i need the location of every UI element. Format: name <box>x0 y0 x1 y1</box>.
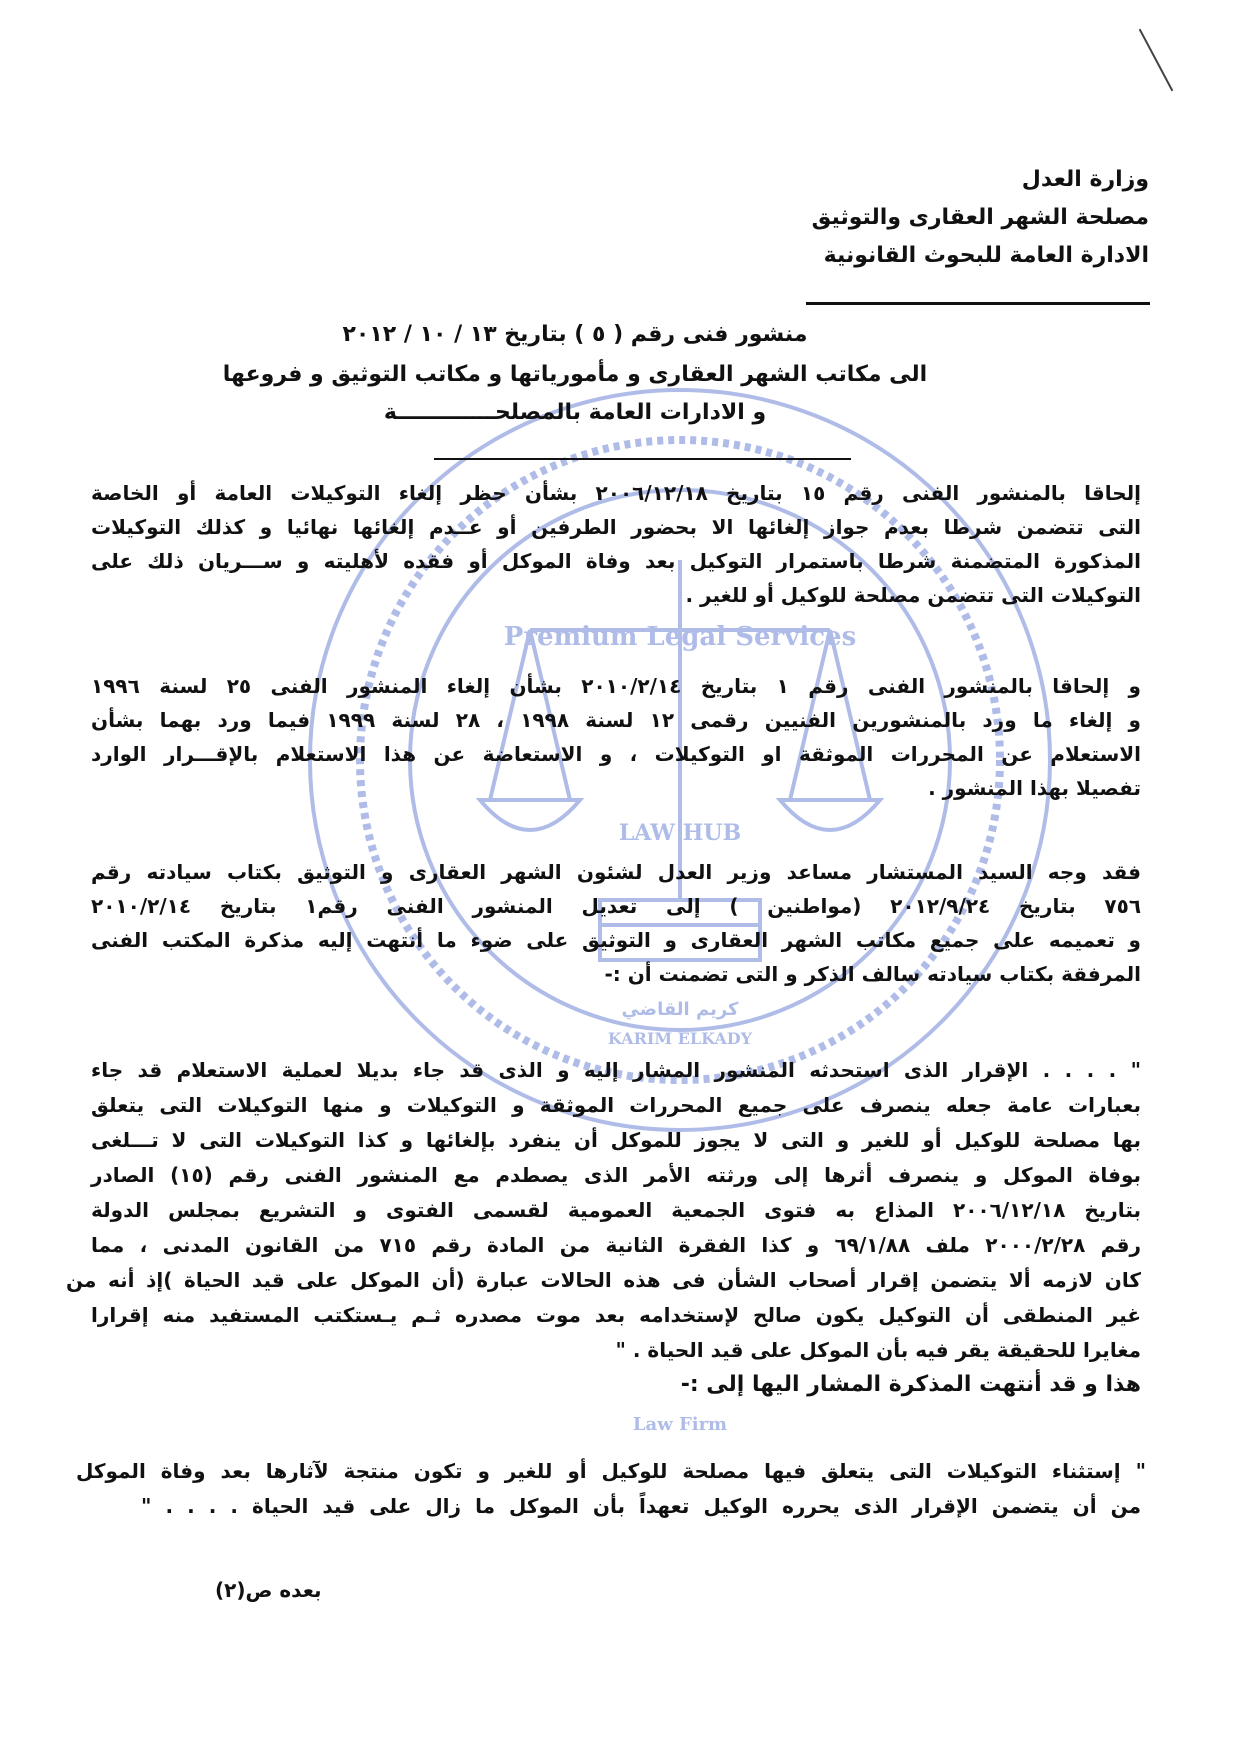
circular-recipients-cont: و الادارات العامة بالمصلحـــــــــــــة <box>383 400 767 425</box>
paragraph-line: الاستعلام عن المحررات الموثقة او التوكيلات ، و الاستعاضة عن هذا الاستعلام بالإقـــرار الوارد <box>91 742 1141 766</box>
title-divider <box>434 458 851 460</box>
paragraph-line: تفصيلا بهذا المنشور . <box>928 776 1141 800</box>
conclusion-intro: هذا و قد أنتهت المذكرة المشار اليها إلى :- <box>680 1372 1141 1397</box>
paragraph-line: التى تتضمن شرطا بعدم جواز إلغائها الا بحضور الطرفين أو عــدم إلغائها نهائيا و كذلك التوكيلات <box>91 515 1141 539</box>
continued-page-note: بعده ص(٢) <box>215 1578 322 1602</box>
quote-line: " إستثناء التوكيلات التى يتعلق فيها مصلحة للوكيل أو للغير و تكون منتجة لآثارها بعد وفاة الموكل <box>76 1459 1146 1483</box>
department-name: الادارة العامة للبحوث القانونية <box>823 243 1149 268</box>
circular-title: منشور فنى رقم ( ٥ ) بتاريخ ١٣ / ١٠ / ٢٠١٢ <box>342 322 808 347</box>
header-divider <box>806 302 1150 305</box>
paragraph-line: إلحاقا بالمنشور الفنى رقم ١٥ بتاريخ ٢٠٠٦/١٢/١٨ بشأن حظر إلغاء التوكيلات العامة أو الخاصة <box>91 481 1142 505</box>
quote-line: غير المنطقى أن التوكيل يكون صالح لإستخدامه بعد موت مصدره ثـم يـستكتب المستفيد منه إقرارا <box>91 1303 1141 1327</box>
watermark-text-law-firm: Law Firm <box>632 1414 728 1435</box>
quote-line: بها مصلحة للوكيل أو للغير و التى لا يجوز للموكل أن ينفرد بإلغائها و كذا التوكيلات التى لا تـــلغى <box>91 1128 1141 1152</box>
ministry-name: وزارة العدل <box>1021 167 1149 192</box>
quote-line: " . . . . الإقرار الذى استحدثه المنشور المشار إليه و الذى قد جاء بديلا لعملية الاستعلام قد جاء <box>91 1058 1141 1082</box>
quote-line: رقم ٢٠٠٠/٢/٢٨ ملف ٦٩/١/٨٨ و كذا الفقرة الثانية من المادة رقم ٧١٥ من القانون المدنى ، مما <box>91 1233 1141 1257</box>
paragraph-line: فقد وجه السيد المستشار مساعد وزير العدل لشئون الشهر العقارى و التوثيق بكتاب سيادته رقم <box>91 860 1141 884</box>
quote-line: بوفاة الموكل و ينصرف أثرها إلى ورثته الأمر الذى يصطدم مع المنشور الفنى رقم (١٥) الصادر <box>91 1163 1141 1187</box>
paragraph-line: و إلحاقا بالمنشور الفنى رقم ١ بتاريخ ٢٠١٠/٢/١٤ بشأن إلغاء المنشور الفنى ٢٥ لسنة ١٩٩٦ <box>91 674 1141 698</box>
watermark-text-lawhub: LAW HUB <box>618 820 742 846</box>
circular-recipients: الى مكاتب الشهر العقارى و مأمورياتها و مكاتب التوثيق و فروعها <box>222 362 928 387</box>
watermark-text-english-name: KARIM ELKADY <box>607 1029 753 1048</box>
quote-line: مغايرا للحقيقة يقر فيه بأن الموكل على قيد الحياة . " <box>615 1338 1141 1362</box>
paragraph-line: التوكيلات التى تتضمن مصلحة للوكيل أو للغير . <box>685 583 1141 607</box>
watermark-text-services: Premium Legal Services <box>503 622 857 652</box>
paragraph-line: و إلغاء ما ورد بالمنشورين الفنيين رقمى ١٢ لسنة ١٩٩٨ ، ٢٨ لسنة ١٩٩٩ فيما ورد بهما بشأن <box>91 708 1141 732</box>
quote-line: بتاريخ ٢٠٠٦/١٢/١٨ المذاع به فتوى الجمعية العمومية لقسمى الفتوى و التشريع بمجلس الدولة <box>91 1198 1141 1222</box>
paragraph-line: و تعميمه على جميع مكاتب الشهر العقارى و التوثيق على ضوء ما أنتهت إليه مذكرة المكتب الفنى <box>91 928 1141 952</box>
paragraph-line: المرفقة بكتاب سيادته سالف الذكر و التى تضمنت أن :- <box>604 962 1141 986</box>
quote-line: بعبارات عامة جعله ينصرف على جميع المحررات الموثقة و التوكيلات و منها التوكيلات التى يتعلق <box>91 1093 1141 1117</box>
paragraph-line: ٧٥٦ بتاريخ ٢٠١٢/٩/٢٤ (مواطنين ) إلى تعديل المنشور الفنى رقم١ بتاريخ ٢٠١٠/٢/١٤ <box>91 894 1142 918</box>
paragraph-line: المذكورة المتضمنة شرطا باستمرار التوكيل بعد وفاة الموكل أو فقده لأهليته و ســـريان ذلك على <box>91 549 1141 573</box>
authority-name: مصلحة الشهر العقارى والتوثيق <box>811 205 1149 230</box>
quote-line: من أن يتضمن الإقرار الذى يحرره الوكيل تعهداً بأن الموكل ما زال على قيد الحياة . . . . " <box>141 1494 1141 1518</box>
watermark-text-arabic-name: كريم القاضي <box>621 999 739 1020</box>
scan-mark <box>1139 29 1174 92</box>
quote-line: كان لازمه ألا يتضمن إقرار أصحاب الشأن فى هذه الحالات عبارة (أن الموكل على قيد الحياة )إذ أنه من <box>66 1268 1141 1292</box>
